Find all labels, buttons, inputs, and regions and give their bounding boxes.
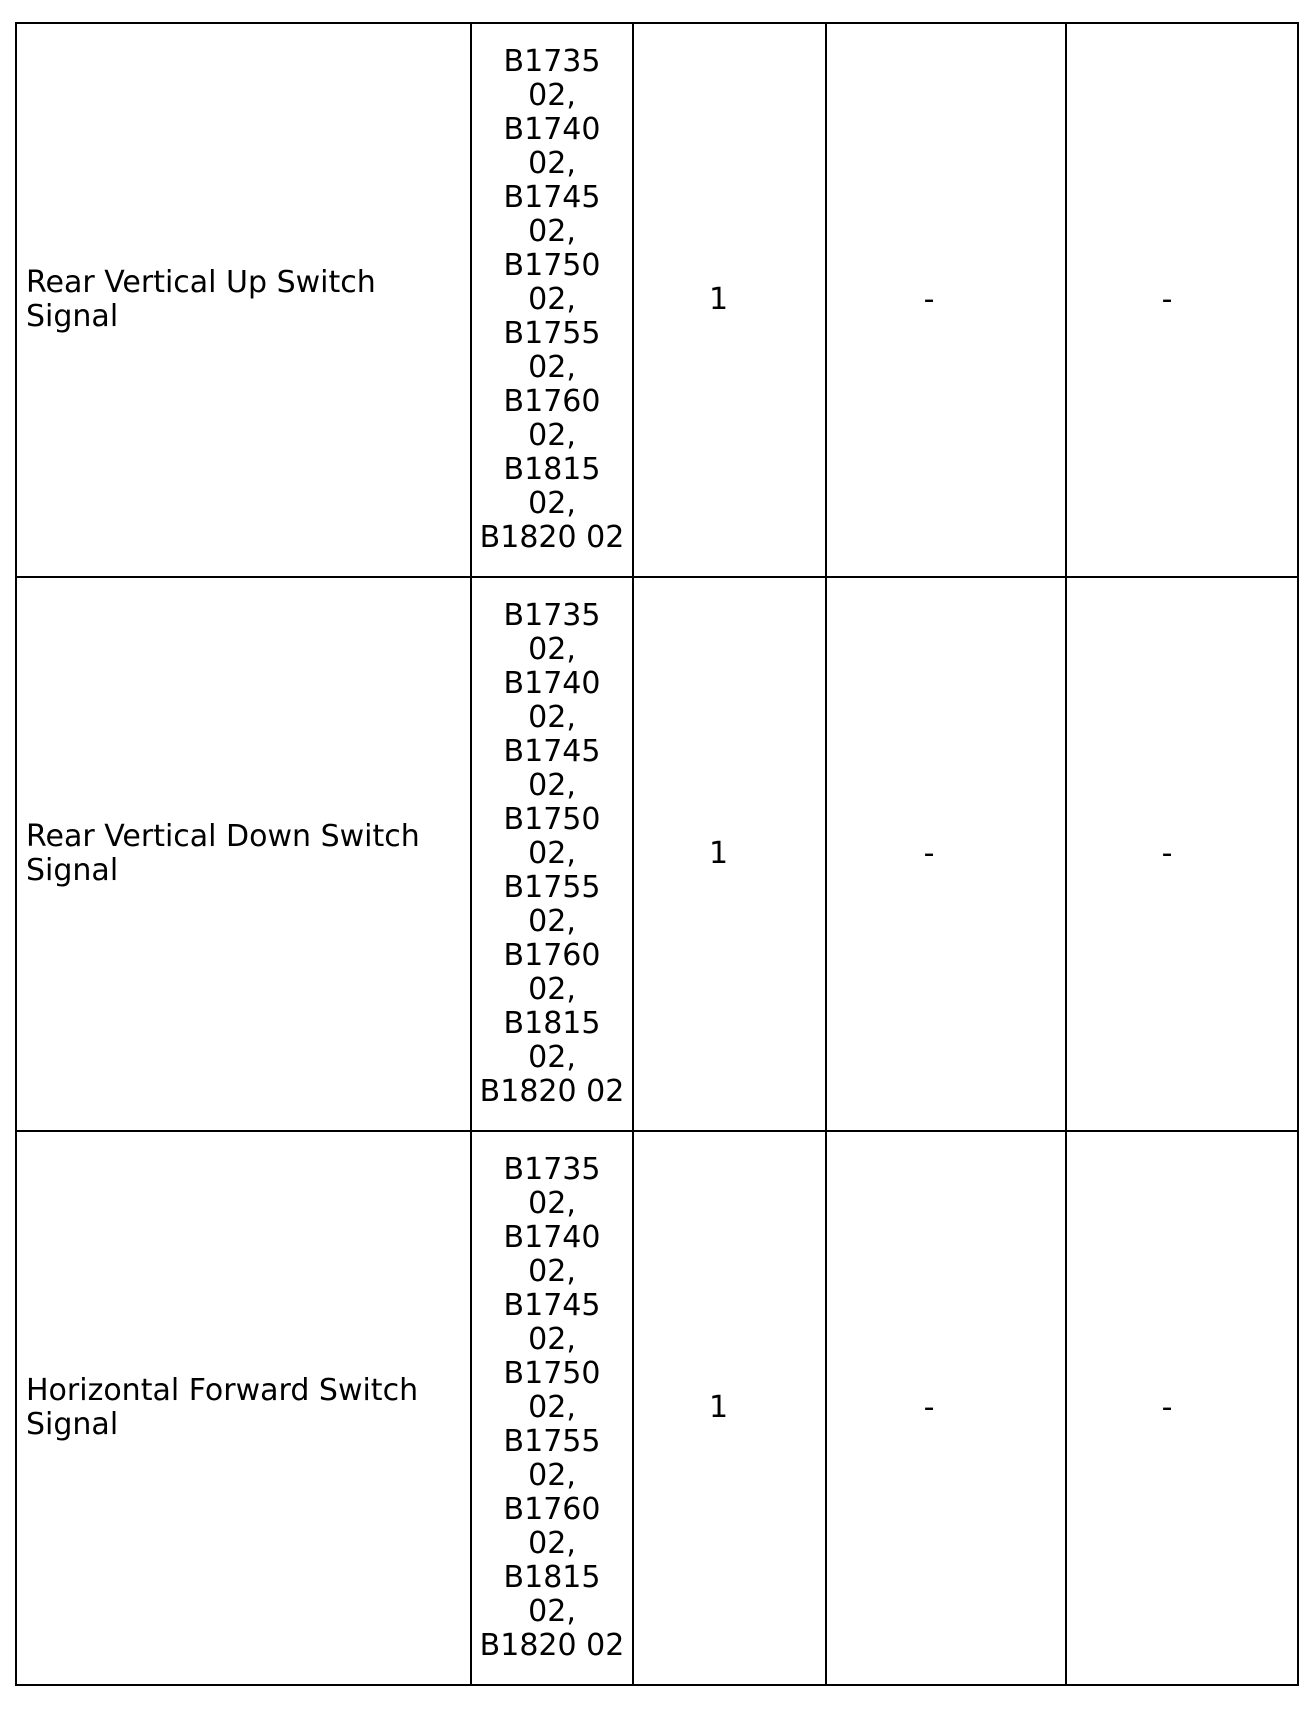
dtc-code-line: 02,	[528, 1186, 576, 1221]
dtc-code-line: B1740	[503, 112, 601, 147]
dtc-code-line: B1815	[503, 1006, 601, 1041]
dtc-code-line: 02,	[528, 418, 576, 453]
dtc-codes-cell	[471, 1131, 633, 1685]
value-text: -	[1161, 1390, 1173, 1425]
dtc-code-line: 02,	[528, 904, 576, 939]
value-cell-4	[826, 1131, 1066, 1685]
dtc-code-line: 02,	[528, 1390, 576, 1425]
value-text: -	[923, 282, 935, 317]
signal-name-cell: Horizontal Forward Switch Signal	[16, 1131, 471, 1685]
dtc-code-line: B1760	[503, 1492, 601, 1527]
dtc-codes-list	[477, 1153, 627, 1663]
dtc-code-line: 02,	[528, 1254, 576, 1289]
dtc-codes-cell	[471, 23, 633, 577]
dtc-code-line: B1755	[503, 316, 601, 351]
dtc-code-line: 02,	[528, 972, 576, 1007]
dtc-code-line: 02,	[528, 78, 576, 113]
dtc-code-line: B1735	[503, 44, 601, 79]
dtc-code-line: B1745	[503, 734, 601, 769]
value-text: -	[1161, 282, 1173, 317]
dtc-code-line: B1745	[503, 1288, 601, 1323]
dtc-code-line: B1760	[503, 938, 601, 973]
dtc-code-line: B1820 02	[479, 1074, 625, 1109]
dtc-code-line: B1755	[503, 1424, 601, 1459]
dtc-codes-cell	[471, 577, 633, 1131]
value-cell-5	[1066, 577, 1298, 1131]
value-text: 1	[708, 1390, 729, 1425]
dtc-code-line: 02,	[528, 486, 576, 521]
dtc-code-line: 02,	[528, 700, 576, 735]
value-text: -	[923, 836, 935, 871]
dtc-code-line: 02,	[528, 282, 576, 317]
dtc-code-line: 02,	[528, 836, 576, 871]
dtc-code-line: B1740	[503, 666, 601, 701]
dtc-code-line: 02,	[528, 1526, 576, 1561]
dtc-code-line: 02,	[528, 1322, 576, 1357]
value-cell-3	[633, 1131, 826, 1685]
signal-name-cell: Rear Vertical Down Switch Signal	[16, 577, 471, 1131]
dtc-code-line: B1750	[503, 1356, 601, 1391]
value-cell-4	[826, 577, 1066, 1131]
value-text: -	[923, 1390, 935, 1425]
dtc-codes-list	[477, 599, 627, 1109]
table-row	[16, 1131, 1298, 1685]
dtc-codes-list	[477, 45, 627, 555]
value-cell-3	[633, 577, 826, 1131]
dtc-code-line: B1820 02	[479, 520, 625, 555]
dtc-code-line: 02,	[528, 146, 576, 181]
value-cell-5	[1066, 23, 1298, 577]
dtc-code-line: B1815	[503, 452, 601, 487]
dtc-code-line: B1760	[503, 384, 601, 419]
value-cell-4	[826, 23, 1066, 577]
dtc-code-line: 02,	[528, 1458, 576, 1493]
table-row	[16, 577, 1298, 1131]
dtc-code-line: B1750	[503, 248, 601, 283]
dtc-code-line: 02,	[528, 632, 576, 667]
value-text: 1	[708, 282, 729, 317]
dtc-code-line: B1755	[503, 870, 601, 905]
dtc-code-line: 02,	[528, 768, 576, 803]
dtc-code-line: B1735	[503, 1152, 601, 1187]
signal-name-cell: Rear Vertical Up Switch Signal	[16, 23, 471, 577]
dtc-code-line: 02,	[528, 1040, 576, 1075]
dtc-code-line: B1745	[503, 180, 601, 215]
dtc-code-line: B1750	[503, 802, 601, 837]
value-text: 1	[708, 836, 729, 871]
dtc-code-line: B1820 02	[479, 1628, 625, 1663]
dtc-code-line: B1735	[503, 598, 601, 633]
dtc-code-line: B1815	[503, 1560, 601, 1595]
value-text: -	[1161, 836, 1173, 871]
dtc-code-line: 02,	[528, 214, 576, 249]
value-cell-3	[633, 23, 826, 577]
dtc-code-line: 02,	[528, 1594, 576, 1629]
dtc-code-line: B1740	[503, 1220, 601, 1255]
signal-table	[15, 22, 1299, 1686]
table-row	[16, 23, 1298, 577]
dtc-code-line: 02,	[528, 350, 576, 385]
value-cell-5	[1066, 1131, 1298, 1685]
